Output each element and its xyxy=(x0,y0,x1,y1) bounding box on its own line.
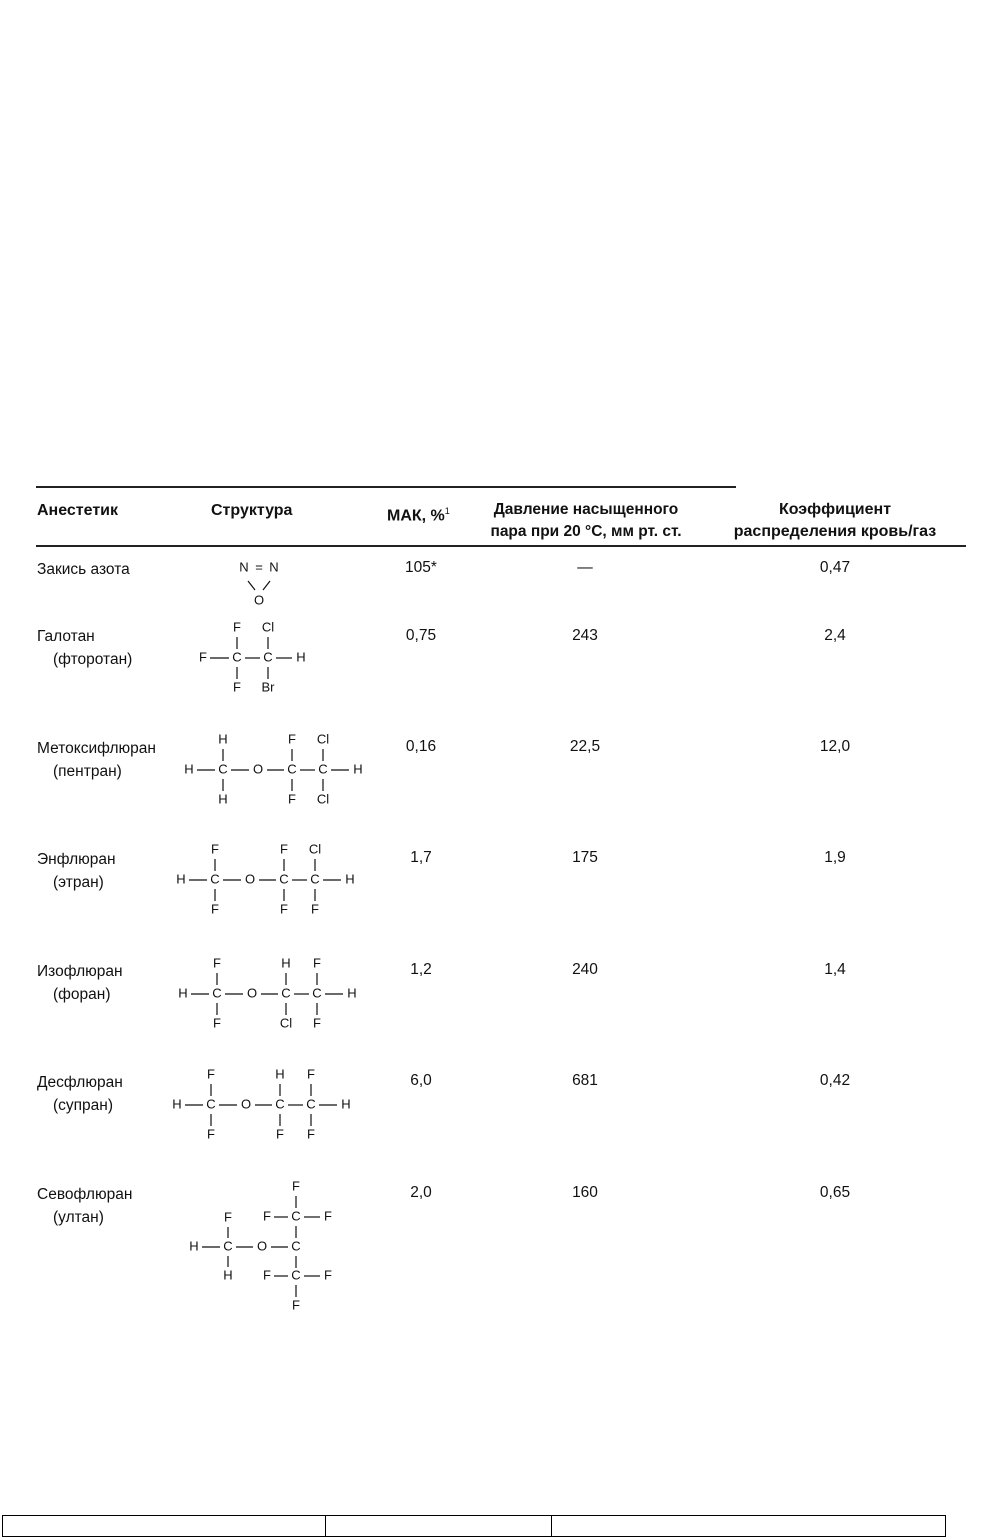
atom: N xyxy=(269,559,279,575)
row-vapor: 22,5 xyxy=(569,738,601,755)
row-mac: 105* xyxy=(405,559,437,576)
atom-label: H xyxy=(353,761,363,777)
footer-cell-divider xyxy=(325,1516,326,1536)
row-alt-name: (ултан) xyxy=(53,1209,104,1226)
header-partition-coef xyxy=(715,499,955,543)
row-mac: 0,16 xyxy=(405,738,437,755)
header-coef-line2: распределения кровь/газ xyxy=(733,523,937,540)
atom-label: F xyxy=(292,1297,300,1313)
row-name: Закись азота xyxy=(37,561,130,578)
atom-label: F xyxy=(292,1178,300,1194)
structure-sevoflurane xyxy=(183,1177,343,1317)
row-coef: 1,4 xyxy=(824,961,846,978)
atom-label: F xyxy=(211,901,219,917)
table-top-rule xyxy=(36,486,736,488)
structure-isoflurane xyxy=(174,954,364,1034)
row-coef: 2,4 xyxy=(824,627,846,644)
row-coef: 0,65 xyxy=(819,1184,851,1201)
atom-label: F xyxy=(280,841,288,857)
atom-label: F xyxy=(324,1267,332,1283)
row-name: Энфлюран xyxy=(37,851,116,868)
atom-label: H xyxy=(281,955,291,971)
atom-label: C xyxy=(263,649,273,665)
atom-label: H xyxy=(178,985,188,1001)
atom-label: F xyxy=(233,619,241,635)
atom-label: F xyxy=(213,1015,221,1031)
row-vapor: 240 xyxy=(572,961,598,978)
atom-label: C xyxy=(206,1096,216,1112)
atom-label: O xyxy=(240,1096,252,1112)
row-mac: 1,7 xyxy=(410,849,432,866)
row-name: Метоксифлюран xyxy=(37,740,156,757)
atom-label: C xyxy=(306,1096,316,1112)
header-mac-footnote: 1 xyxy=(444,506,450,516)
header-coef-line1: Коэффициент xyxy=(778,501,892,518)
row-vapor: 243 xyxy=(572,627,598,644)
atom-label: F xyxy=(213,955,221,971)
table-header-rule xyxy=(36,545,966,547)
atom: O xyxy=(253,592,265,608)
header-structure: Структура xyxy=(211,502,293,519)
atom-label: Cl xyxy=(261,619,275,635)
atom-label: F xyxy=(211,841,219,857)
atom-label: F xyxy=(311,901,319,917)
row-alt-name: (этран) xyxy=(53,874,104,891)
row-vapor: — xyxy=(577,559,593,576)
atom-label: C xyxy=(318,761,328,777)
atom-label: Cl xyxy=(316,791,330,807)
atom-label: C xyxy=(291,1238,301,1254)
row-alt-name: (пентран) xyxy=(53,763,122,780)
atom-label: H xyxy=(341,1096,351,1112)
atom-label: H xyxy=(184,761,194,777)
atom-label: F xyxy=(313,1015,321,1031)
bond-line xyxy=(263,581,270,590)
structure-n2o xyxy=(230,557,290,611)
atom-label: F xyxy=(324,1208,332,1224)
row-coef: 1,9 xyxy=(824,849,846,866)
atom-label: F xyxy=(280,901,288,917)
row-coef: 0,47 xyxy=(819,559,851,576)
row-mac: 6,0 xyxy=(410,1072,432,1089)
atom-label: C xyxy=(275,1096,285,1112)
structure-desflurane xyxy=(168,1065,358,1145)
atom-label: C xyxy=(218,761,228,777)
header-vapor-line2: пара при 20 °С, мм рт. ст. xyxy=(490,523,682,540)
structure-enflurane xyxy=(172,840,362,920)
row-mac: 1,2 xyxy=(410,961,432,978)
atom-label: C xyxy=(210,871,220,887)
atom-label: O xyxy=(244,871,256,887)
header-vapor-line1: Давление насыщенного xyxy=(493,501,679,518)
row-alt-name: (фторотан) xyxy=(53,651,133,668)
footer-cell-divider xyxy=(551,1516,552,1536)
row-alt-name: (форан) xyxy=(53,986,111,1003)
row-name: Галотан xyxy=(37,628,95,645)
header-mac xyxy=(387,500,450,527)
atom-label: C xyxy=(291,1267,301,1283)
row-alt-name: (супран) xyxy=(53,1097,114,1114)
atom-label: F xyxy=(207,1126,215,1142)
row-name: Севофлюран xyxy=(37,1186,133,1203)
atom-label: C xyxy=(223,1238,233,1254)
atom-label: H xyxy=(275,1066,285,1082)
atom-label: O xyxy=(246,985,258,1001)
footer-empty-table xyxy=(2,1515,946,1537)
atom-label: F xyxy=(263,1267,271,1283)
atom-label: Br xyxy=(261,679,275,695)
row-vapor: 681 xyxy=(572,1072,598,1089)
atom-label: C xyxy=(212,985,222,1001)
atom-label: F xyxy=(307,1126,315,1142)
atom-label: H xyxy=(223,1267,233,1283)
row-name: Десфлюран xyxy=(37,1074,123,1091)
atom-label: F xyxy=(288,791,296,807)
structure-halothane xyxy=(194,618,314,698)
atom-label: H xyxy=(345,871,355,887)
atom-label: F xyxy=(276,1126,284,1142)
atom-label: F xyxy=(307,1066,315,1082)
atom-label: F xyxy=(288,731,296,747)
row-coef: 0,42 xyxy=(819,1072,851,1089)
atom-label: H xyxy=(172,1096,182,1112)
structure-methoxyflurane xyxy=(180,730,370,810)
atom: N xyxy=(239,559,249,575)
row-name: Изофлюран xyxy=(37,963,123,980)
row-vapor: 160 xyxy=(572,1184,598,1201)
atom-label: O xyxy=(256,1238,268,1254)
atom-label: C xyxy=(310,871,320,887)
atom-label: F xyxy=(207,1066,215,1082)
atom-label: H xyxy=(189,1238,199,1254)
bond-line xyxy=(248,581,255,590)
atom-label: H xyxy=(218,731,228,747)
header-vapor-pressure xyxy=(470,499,702,543)
atom-label: Cl xyxy=(316,731,330,747)
row-mac: 2,0 xyxy=(410,1184,432,1201)
atom-label: H xyxy=(176,871,186,887)
atom-label: H xyxy=(218,791,228,807)
row-vapor: 175 xyxy=(572,849,598,866)
atom-label: C xyxy=(287,761,297,777)
atom-label: Cl xyxy=(279,1015,293,1031)
row-coef: 12,0 xyxy=(819,738,851,755)
atom-label: F xyxy=(233,679,241,695)
row-mac: 0,75 xyxy=(405,627,437,644)
atom-label: Cl xyxy=(308,841,322,857)
atom-label: H xyxy=(347,985,357,1001)
atom-label: F xyxy=(224,1209,232,1225)
atom-label: O xyxy=(252,761,264,777)
atom-label: F xyxy=(199,649,207,665)
atom-label: C xyxy=(281,985,291,1001)
atom-label: C xyxy=(279,871,289,887)
header-mac-label: МАК, % xyxy=(387,507,445,525)
header-anesthetic: Анестетик xyxy=(37,502,119,519)
atom-label: F xyxy=(263,1208,271,1224)
atom-label: C xyxy=(291,1208,301,1224)
atom-label: C xyxy=(232,649,242,665)
atom-label: F xyxy=(313,955,321,971)
atom-label: C xyxy=(312,985,322,1001)
bond-double: = xyxy=(255,559,263,575)
atom-label: H xyxy=(296,649,306,665)
